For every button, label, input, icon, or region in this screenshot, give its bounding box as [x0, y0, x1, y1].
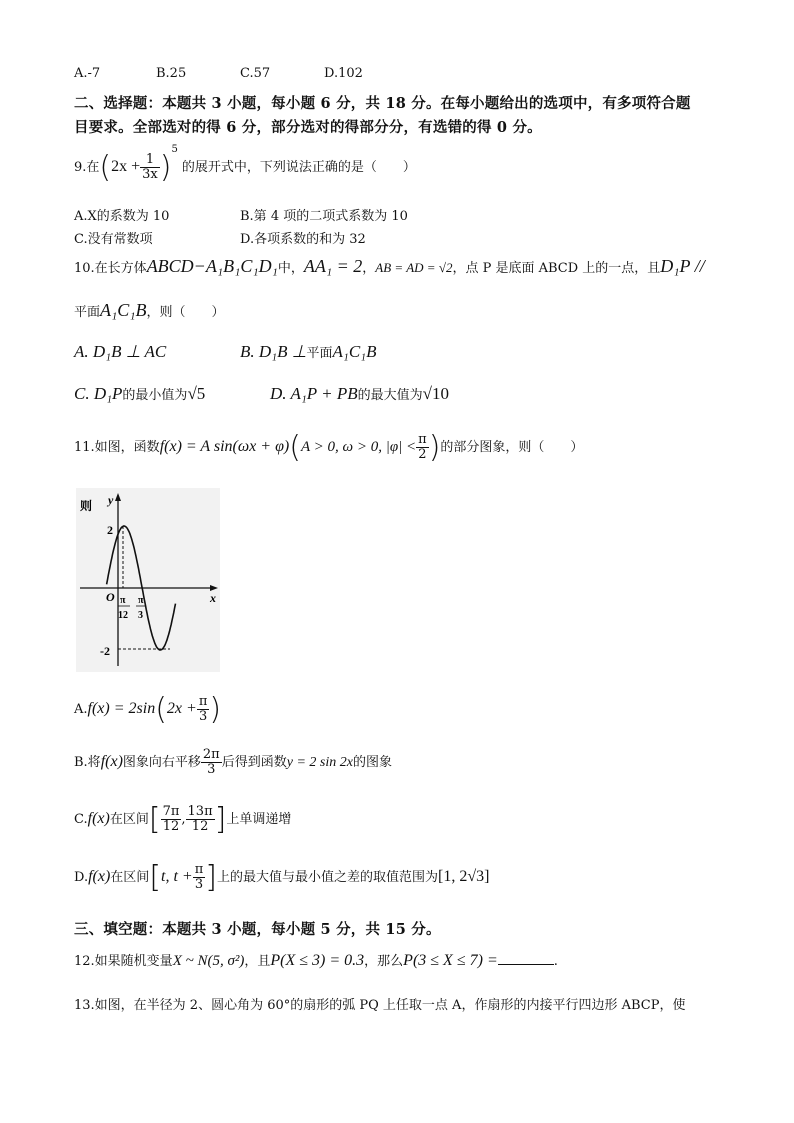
- q12-distribution: X ~ N(5, σ²): [172, 953, 245, 969]
- q9-option-d: D.各项系数的和为 32: [240, 232, 366, 247]
- q9-option-b: B.第 4 项的二项式系数为 10: [240, 209, 408, 224]
- q11-option-c-num1: 7π: [162, 804, 180, 819]
- q9-option-c: C.没有常数项: [74, 232, 153, 247]
- q11-option-c-den2: 12: [191, 819, 209, 834]
- q10-option-d-text: 的最大值为: [357, 388, 423, 403]
- q12-answer-blank[interactable]: [498, 952, 554, 965]
- tick2-denominator: 3: [138, 610, 143, 621]
- q9-stem: 9.在(2x + $\frac{1}{3x}$ )$^5$的展开式中，下列说法正确的是（ ）: [74, 143, 416, 185]
- q9-frac-den: 3x: [142, 167, 158, 182]
- q9-fraction: [140, 153, 160, 182]
- q11-option-c-text1: 在区间: [109, 812, 149, 827]
- q11-option-b-text2: 后得到函数: [221, 755, 287, 770]
- q11-option-b-num: 2π: [202, 747, 220, 762]
- q10-cond3: D₁P //: [660, 256, 705, 276]
- y-axis-label: y: [108, 493, 114, 507]
- q11-option-a-arg: 2x +: [166, 700, 197, 717]
- y-min-label: -2: [100, 644, 110, 658]
- q12-stem: [74, 950, 558, 970]
- q11-option-b-func: f(x): [100, 753, 123, 770]
- q11-option-a-den: 3: [198, 709, 208, 724]
- q11-option-b-text1: 图象向右平移: [122, 755, 201, 770]
- q13-stem: 13.如图，在半径为 2、圆心角为 60°的扇形的弧 PQ 上任取一点 A，作扇形的内接平行四边形 ABCP，使: [74, 998, 686, 1013]
- q12-ask: P(3 ≤ X ≤ 7) =: [403, 952, 498, 969]
- q10-mid3: ，点 P 是底面 ABCD 上的一点，且: [452, 261, 661, 276]
- q11-option-d-text1: 在区间: [110, 870, 150, 885]
- q11-option-c-frac2: [186, 805, 215, 834]
- q11-option-b-frac: [201, 748, 222, 777]
- q10-stem: [74, 256, 705, 277]
- graph-corner-label: 则: [80, 499, 93, 513]
- q11-stem: 11.如图，函数f(x) = A sin(ωx + φ)(A > 0, ω > 0, |φ| < $\frac{\pi}{2}$ )的部分图象，则（ ）: [74, 430, 584, 465]
- q11-option-d-range: [1, 2√3]: [438, 868, 490, 885]
- q11-option-c-func: f(x): [87, 810, 110, 827]
- q10-option-b: [240, 342, 376, 362]
- q8-option-c: C.57: [240, 66, 271, 81]
- q11-option-c-frac1: [161, 805, 182, 834]
- q11-option-a-func: f(x) = 2sin: [87, 700, 156, 717]
- q11-option-d-num: π: [194, 862, 204, 877]
- q10-mid1: 中，: [277, 261, 304, 276]
- q11-option-b: [74, 748, 392, 777]
- q10-option-b-math: B. D₁B ⊥: [240, 342, 307, 361]
- q10-option-b-plane: A₁C₁B: [332, 342, 377, 361]
- q11-cond-frac: [416, 433, 429, 462]
- q8-option-d: D.102: [324, 66, 363, 81]
- q9-expr: 2x +: [111, 158, 141, 175]
- q11-option-b-label: B.将: [74, 755, 101, 770]
- q12-prefix: 12.如果随机变量: [74, 954, 173, 969]
- q11-option-d-func: f(x): [88, 868, 111, 885]
- q11-prefix: 11.如图，函数: [74, 440, 160, 455]
- q11-option-d-den: 3: [194, 877, 204, 892]
- x-axis-label: x: [210, 591, 216, 605]
- q11-option-a-label: A.: [74, 702, 88, 717]
- q12-mid2: ，那么: [364, 954, 404, 969]
- q11-function-graph: [76, 488, 220, 672]
- graph-background: [76, 488, 220, 672]
- q10-line2-prefix: 平面: [74, 305, 101, 320]
- q10-option-d: [270, 384, 449, 404]
- q11-option-a-num: π: [198, 694, 208, 709]
- q11-option-c-label: C.: [74, 812, 88, 827]
- tick1-numerator: π: [120, 595, 126, 606]
- q11-suffix: 的部分图象，则（ ）: [440, 440, 584, 455]
- q11-cond: A > 0, ω > 0, |φ| <: [300, 439, 417, 455]
- q11-option-b-text3: 的图象: [352, 755, 392, 770]
- q11-cond-num: π: [418, 432, 427, 447]
- q12-mid: ，且: [244, 954, 271, 969]
- q11-func: f(x) = A sin(ωx + φ): [159, 438, 290, 455]
- q10-cond2: AB = AD = √2: [375, 260, 453, 275]
- q10-option-c-text: 的最小值为: [122, 388, 188, 403]
- q10-cond1: AA₁ = 2: [303, 256, 363, 276]
- q11-option-b-target: y = 2 sin 2x: [286, 755, 353, 770]
- q11-option-d-text2: 上的最大值与最小值之差的取值范围为: [216, 870, 438, 885]
- q8-option-b: B.25: [156, 66, 187, 81]
- section3-heading: 三、填空题：本题共 3 小题，每小题 5 分，共 15 分。: [74, 921, 441, 938]
- q9-prefix: 9.在: [74, 160, 100, 175]
- q9-suffix: 的展开式中，下列说法正确的是（ ）: [181, 160, 416, 175]
- q12-end: .: [553, 954, 558, 969]
- q11-option-a: A.f(x) = 2sin(2x + $\frac{\pi}{3}$ ): [74, 692, 222, 727]
- q9-exponent: 5: [171, 143, 178, 155]
- q8-option-a: A.-7: [74, 66, 101, 81]
- q10-mid2: ，: [362, 261, 376, 276]
- q10-option-b-text: 平面: [306, 346, 333, 361]
- q11-option-c-text2: 上单调递增: [226, 812, 292, 827]
- tick1-denominator: 12: [118, 610, 128, 621]
- q10-option-c: [74, 384, 205, 404]
- q10-line2-suffix: ，则（ ）: [146, 305, 225, 320]
- q11-option-a-frac: [197, 695, 210, 724]
- q11-option-c: C.f(x)在区间[ $\frac{7\pi}{12}$ , $\frac{13\pi}{12}$ ]上单调递增: [74, 802, 292, 837]
- section2-line1: 二、选择题：本题共 3 小题，每小题 6 分，共 18 分。在每小题给出的选项中，有多项符合题: [74, 95, 691, 112]
- q10-plane: A₁C₁B: [100, 300, 147, 320]
- q9-frac-num: 1: [140, 153, 160, 168]
- y-max-label: 2: [107, 523, 113, 537]
- origin-label: O: [106, 590, 115, 604]
- q10-option-d-value: √10: [422, 384, 449, 403]
- q12-condition: P(X ≤ 3) = 0.3: [270, 952, 365, 969]
- q10-stem-line2: [74, 300, 225, 321]
- q11-option-d-label: D.: [74, 870, 89, 885]
- q10-option-d-math: D. A₁P + PB: [270, 384, 358, 403]
- q10-option-c-math: C. D₁P: [74, 384, 123, 403]
- q11-cond-den: 2: [418, 447, 427, 462]
- q10-prefix: 10.在长方体: [74, 261, 147, 276]
- q10-option-a-text: A. D₁B ⊥ AC: [74, 342, 167, 361]
- q11-option-c-num2: 13π: [187, 804, 213, 819]
- section2-line2: 目要求。全部选对的得 6 分，部分选对的得部分分，有选错的得 0 分。: [74, 119, 542, 136]
- q11-option-d: D.f(x)在区间[t, t + $\frac{\pi}{3}$ ]上的最大值与最小值之差的取值范围为[1, 2√3]: [74, 860, 490, 895]
- q10-option-a: [74, 342, 166, 362]
- q11-option-d-frac: [193, 863, 206, 892]
- q10-option-c-value: √5: [187, 384, 206, 403]
- q11-option-c-den1: 12: [162, 819, 180, 834]
- q11-option-b-den: 3: [207, 762, 216, 777]
- q10-solid: ABCD−A₁B₁C₁D₁: [146, 256, 278, 276]
- q9-option-a: A.X的系数为 10: [74, 209, 170, 224]
- tick2-numerator: π: [138, 595, 144, 606]
- q11-option-d-interval: t, t +: [161, 868, 193, 885]
